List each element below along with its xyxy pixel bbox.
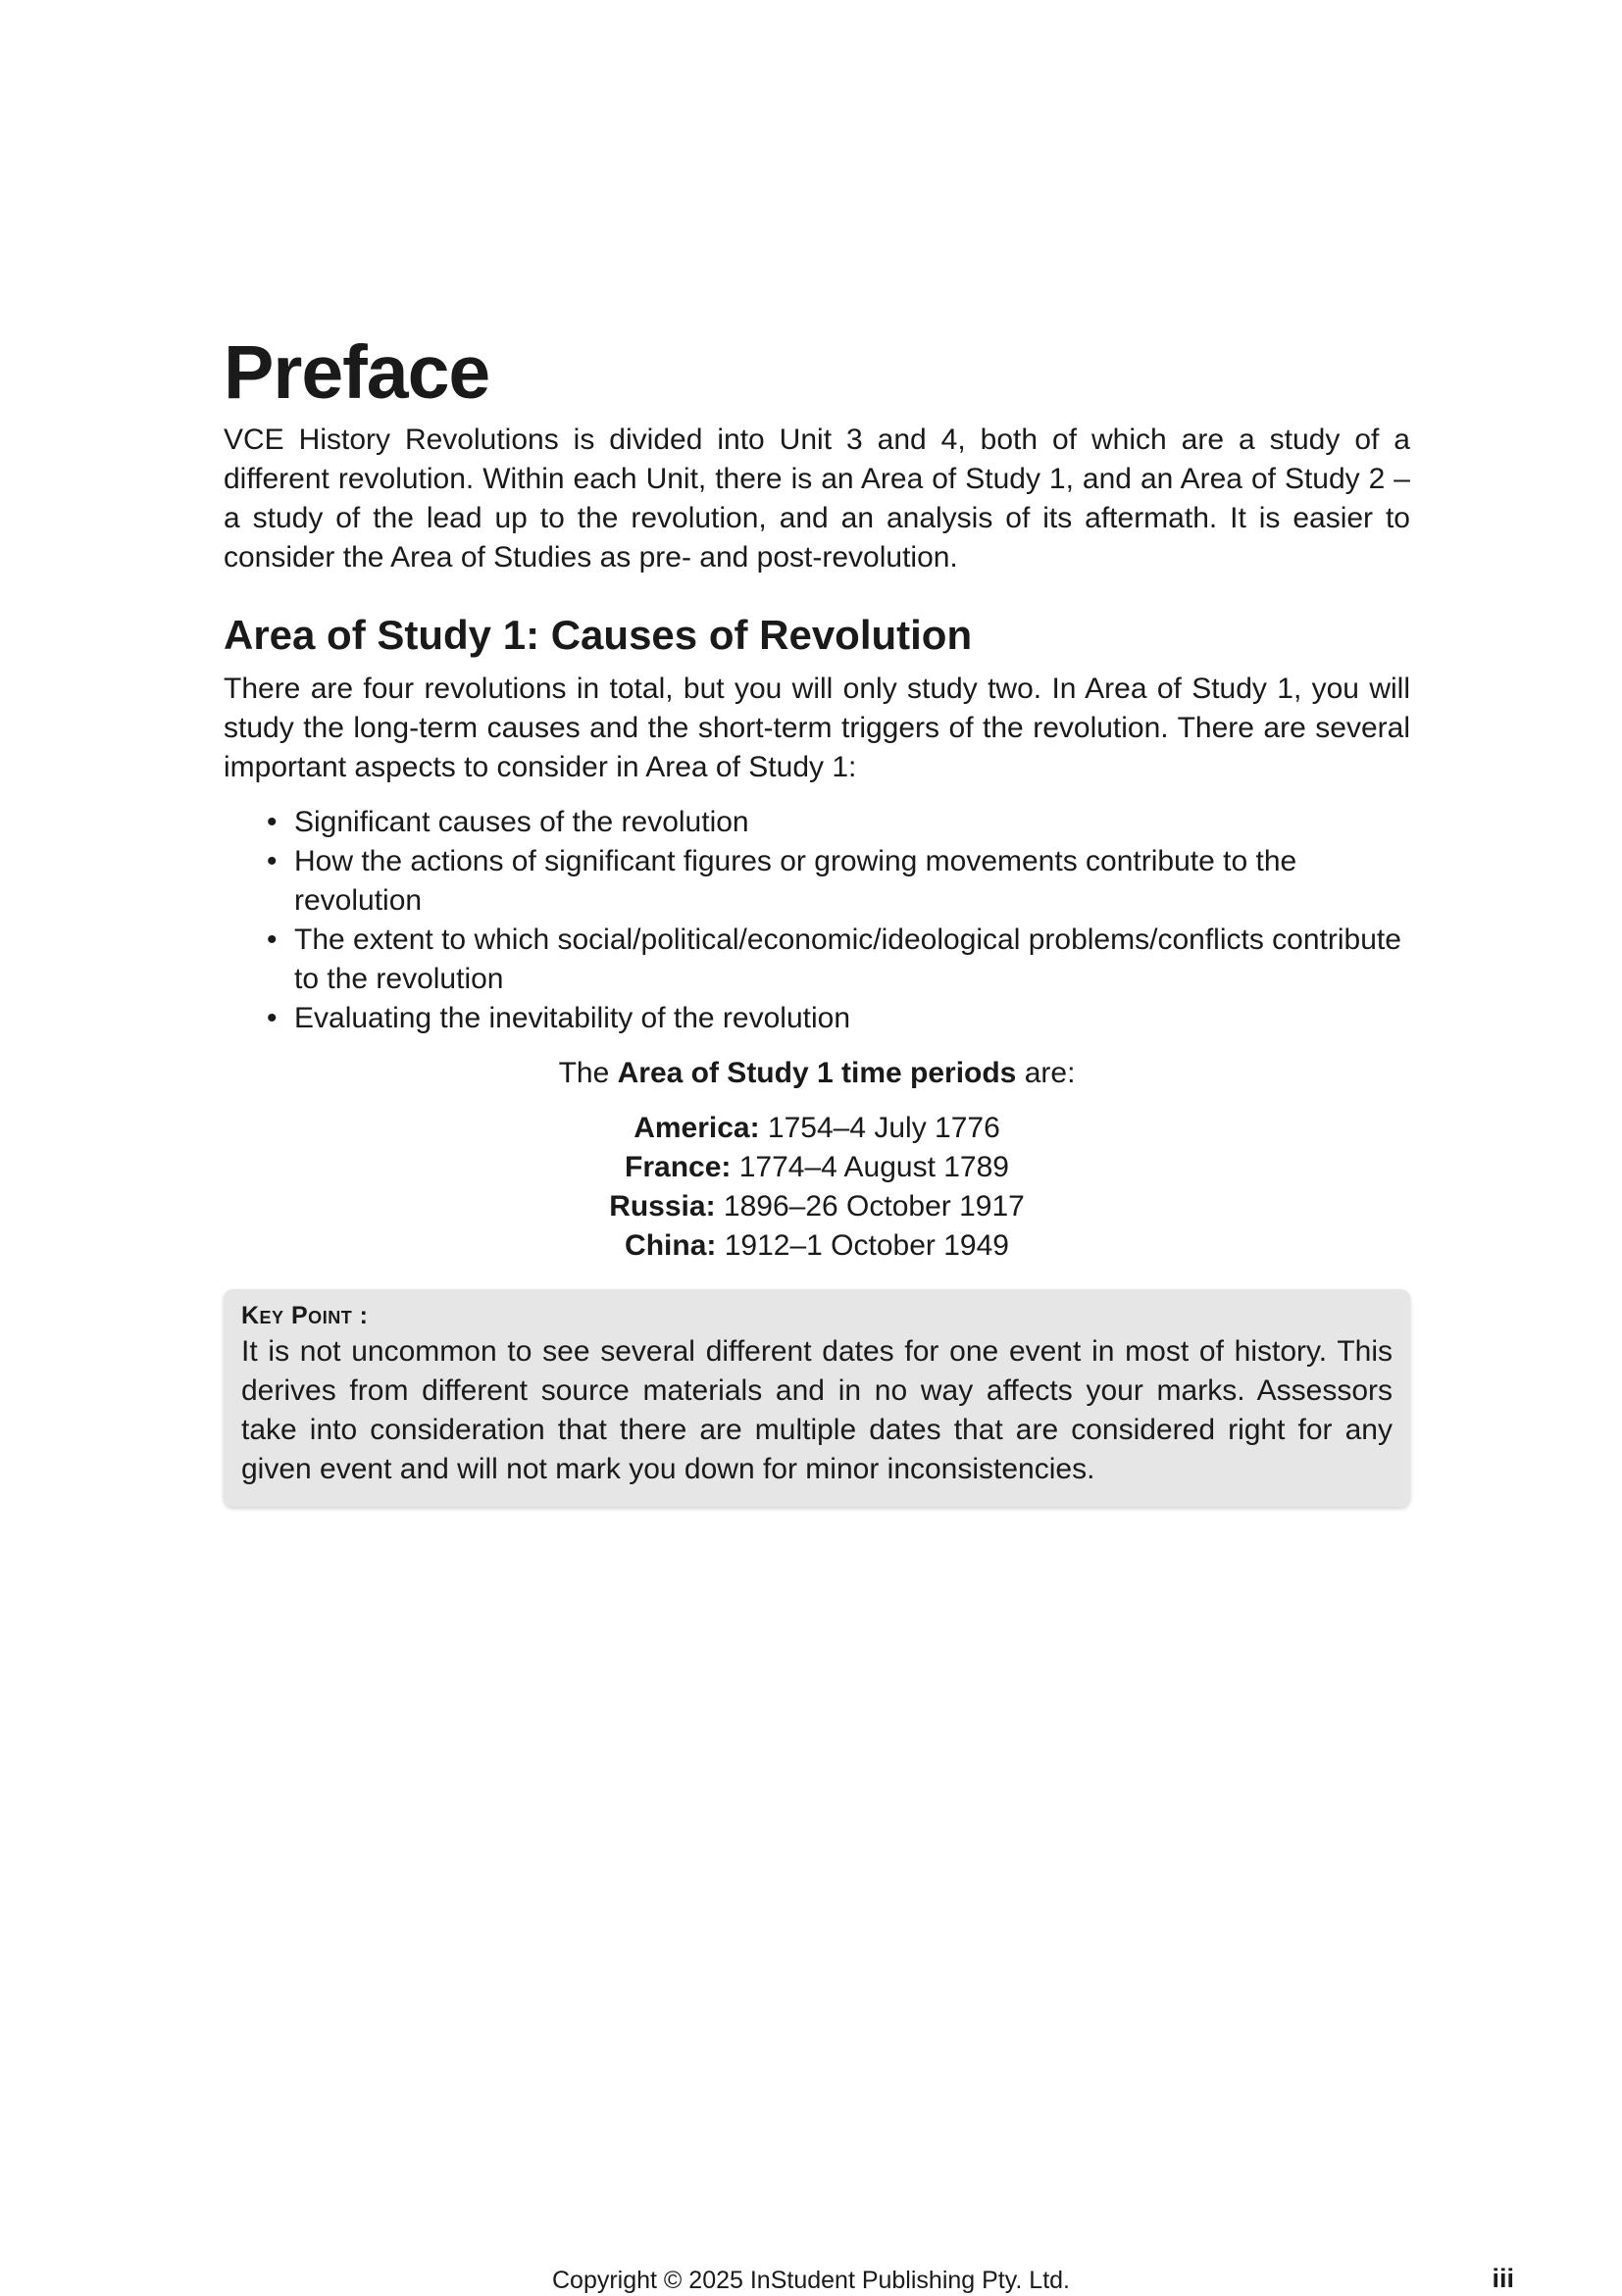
period-range: 1912–1 October 1949 [716,1229,1009,1263]
period-country: France: [625,1151,732,1184]
time-periods-intro [224,1054,1410,1093]
list-item: • Significant causes of the revolution [267,803,1410,842]
page-number: iii [1492,2264,1514,2293]
period-row-russia [224,1187,1410,1226]
aspects-list [224,803,1410,1038]
period-row-china [224,1226,1410,1266]
period-country: China: [625,1229,717,1263]
list-item: • How the actions of significant figures or growing movements contribute to the revolution [267,842,1410,921]
page-body [224,331,1410,1507]
section-paragraph: There are four revolutions in total, but you will only study two. In Area of Study 1, you will study the long-term causes and the short-term triggers of the revolution. There are several important aspects to consider in Area of Study 1: [224,673,1410,784]
list-item: • Evaluating the inevitability of the revolution [267,999,1410,1038]
period-range: 1896–26 October 1917 [715,1190,1025,1223]
key-point-title: Key Point : [241,1302,369,1330]
period-range: 1774–4 August 1789 [731,1151,1009,1184]
section-heading: Area of Study 1: Causes of Revolution [224,611,973,658]
key-point-text: It is not uncommon to see several different dates for one event in most of history. This derives from different source materials and in no way affects your marks. Assessors take into consideration that there are multiple dates that are considered right for any given event and will not mark you down for minor inconsistencies. [241,1335,1393,1486]
period-range: 1754–4 July 1776 [759,1112,1000,1145]
period-country: America: [634,1112,760,1145]
periods-intro-end: are: [1016,1057,1076,1090]
period-row-france [224,1148,1410,1187]
footer-copyright: Copyright © 2025 InStudent Publishing Pty. Ltd. [551,2267,1070,2294]
periods-intro-bold: Area of Study 1 time periods [617,1057,1017,1090]
period-country: Russia: [609,1190,716,1223]
period-row-america [224,1109,1410,1148]
intro-paragraph: VCE History Revolutions is divided into Unit 3 and 4, both of which are a study of a different revolution. Within each Unit, there is an Area of Study 1, and an Area of Study 2 – a study of the lead up to the revolution, and an analysis of its aftermath. It is easier to consider the Area of Studies as pre- and post-revolution. [224,423,1410,574]
time-periods-list [224,1109,1410,1266]
list-item: • The extent to which social/political/economic/ideological problems/conflicts contribute to the revolution [267,921,1410,999]
key-point-box [224,1289,1410,1507]
page-title: Preface [224,330,490,415]
periods-intro-text: The [558,1057,618,1090]
